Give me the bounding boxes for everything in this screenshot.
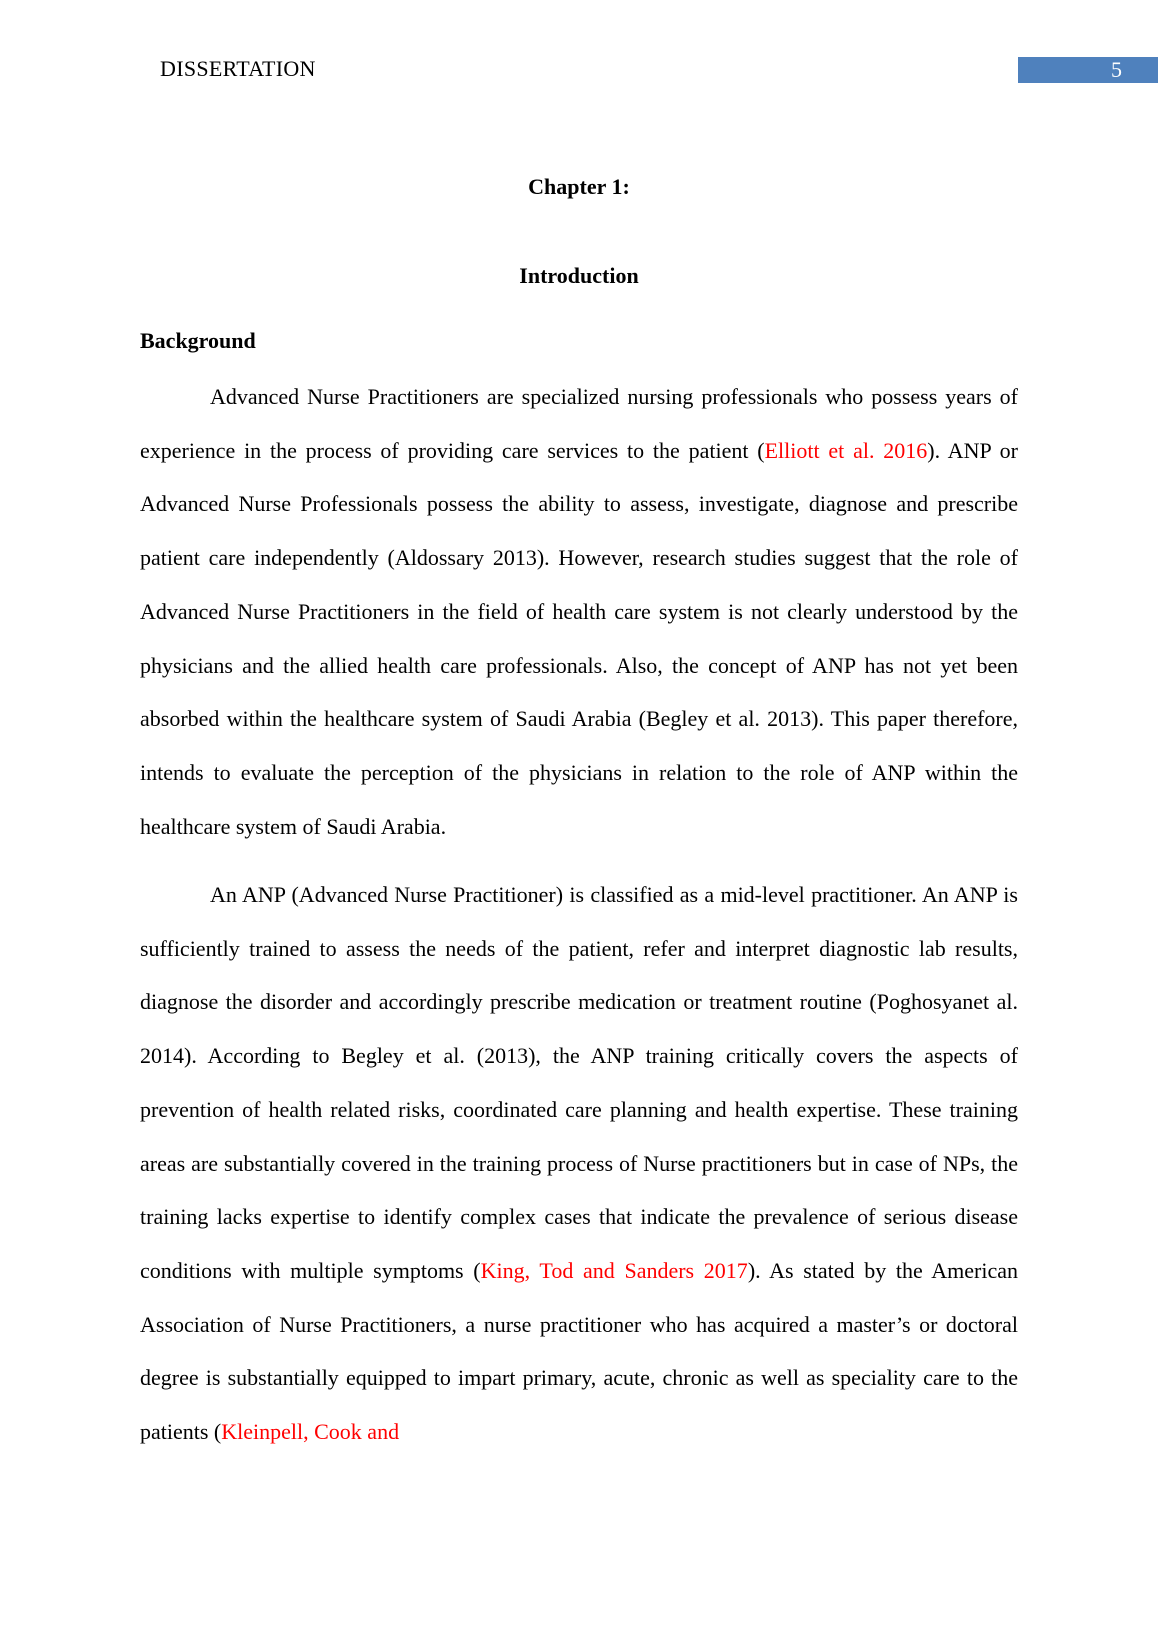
citation-king-tod-sanders-2017: King, Tod and Sanders 2017 (480, 1257, 748, 1283)
paragraph-1-text-a: Advanced Nurse Practitioners are specialized nursing professionals who possess years of experience in the process of providing care services to the patient ( (140, 384, 1018, 463)
paragraph-2-text-b: ). As stated by the American Association of Nurse Practitioners, a nurse practitioner who has acquired a master’s or doctoral degree is substantially equipped to impart primary, acute, chronic as well as speciality care to the patients ( (140, 1257, 1019, 1445)
background-paragraph-1 (140, 370, 1018, 853)
background-paragraph-2 (140, 868, 1018, 1459)
chapter-label: Chapter 1: (528, 174, 630, 199)
background-heading: Background (140, 328, 256, 353)
running-header-title: DISSERTATION (160, 56, 316, 81)
citation-elliott-2016: Elliott et al. 2016 (764, 437, 928, 463)
citation-kleinpell-cook: Kleinpell, Cook and (221, 1419, 400, 1445)
paragraph-1-text-b: ). ANP or Advanced Nurse Professionals possess the ability to assess, investigate, diagnose and prescribe patient care independently (Aldossary 2013). However, research studies suggest that the role of Advanced Nurse Practitioners in the field of health care system is not clearly understood by the physicians and the allied health care professionals. Also, the concept of ANP has not yet been absorbed within the healthcare system of Saudi Arabia (Begley et al. 2013). This paper therefore, intends to evaluate the perception of the physicians in relation to the role of ANP within the healthcare system of Saudi Arabia. (140, 437, 1019, 839)
paragraph-2-text-a: An ANP (Advanced Nurse Practitioner) is classified as a mid-level practitioner. An ANP is sufficiently trained to assess the needs of the patient, refer and interpret diagnostic lab results, diagnose the disorder and accordingly prescribe medication or treatment routine (Poghosyanet al. 2014). According to Begley et al. (2013), the ANP training critically covers the aspects of prevention of health related risks, coordinated care planning and health expertise. These training areas are substantially covered in the training process of Nurse practitioners but in case of NPs, the training lacks expertise to identify complex cases that indicate the prevalence of serious disease conditions with multiple symptoms ( (140, 882, 1018, 1283)
chapter-title: Introduction (519, 263, 639, 288)
page-number-badge (1018, 57, 1158, 83)
page-number: 5 (1111, 57, 1122, 82)
